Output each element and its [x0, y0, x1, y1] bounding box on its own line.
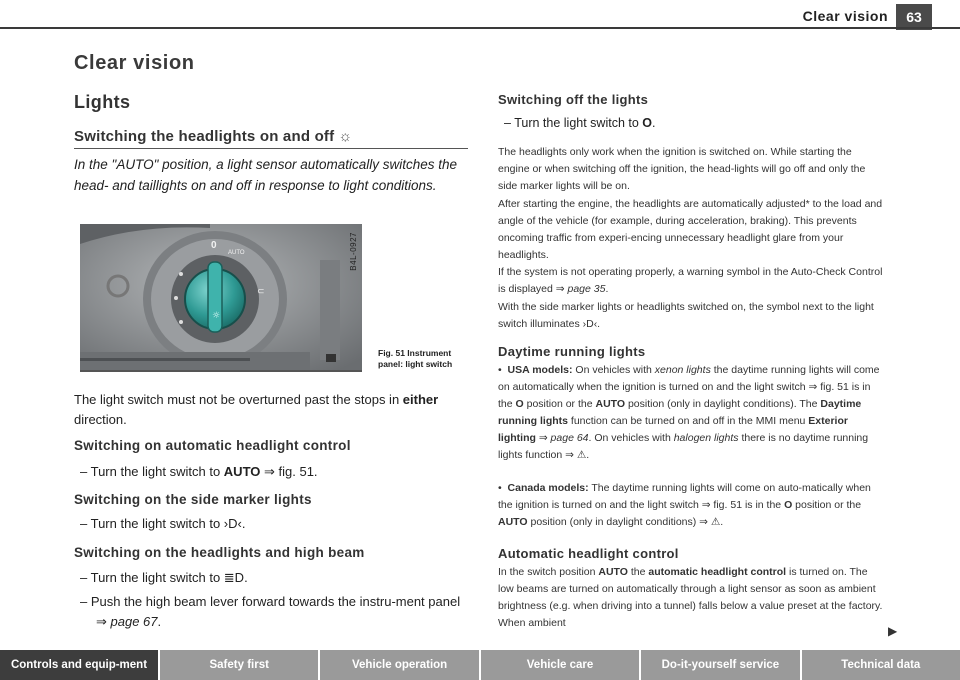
tab-vehicle-care[interactable]: Vehicle care	[481, 650, 639, 680]
knob-label-auto: AUTO	[228, 250, 245, 256]
figure-code: B4L-0927	[349, 232, 358, 271]
adjustment-paragraph: After starting the engine, the headlights are automatically adjusted* to the load and angle of the vehicle (for example, during acceleration, braking). This prevents oncoming traffic from experi-encing unnecessary headlight glare from your headlights.	[498, 198, 883, 261]
continue-arrow-icon: ▶	[888, 624, 898, 638]
tab-safety-first[interactable]: Safety first	[160, 650, 318, 680]
chapter-tab-bar	[0, 650, 960, 680]
intro-paragraph: In the "AUTO" position, a light sensor automatically switches the head- and taillights on and off in response to light conditions.	[74, 157, 458, 193]
knob-label-zero: 0	[211, 240, 217, 251]
ignition-paragraph: The headlights only work when the ignition is switched on. While starting the engine or when switching off the ignition, the head-lights will go off and only the side marker lights will be on.	[498, 146, 866, 192]
automatic-headlight-heading: Automatic headlight control	[498, 546, 679, 561]
side-marker-heading: Switching on the side marker lights	[74, 492, 312, 507]
subsection-rule	[74, 148, 468, 149]
high-beam-step-1: – Turn the light switch to ≣D.	[80, 570, 248, 585]
high-beam-step-2: – Push the high beam lever forward towards the instru-ment panel ⇒ page 67.	[80, 594, 461, 629]
lights-off-step: – Turn the light switch to O.	[504, 116, 656, 130]
page-number: 63	[896, 4, 932, 30]
canada-models-paragraph: • Canada models: The daytime running lights will come on auto-matically when the ignition is turned on and the light switch ⇒ fig. 51 is in the O position or the AUTO position (only in daylight conditions) ⇒ ⚠.	[498, 482, 871, 528]
header-rule	[0, 27, 960, 29]
subsection-title	[74, 128, 352, 145]
svg-text:⊂: ⊂	[257, 287, 265, 297]
figure-caption: Fig. 51 Instrument panel: light switch	[378, 348, 453, 369]
auto-heading: Switching on automatic headlight control	[74, 438, 351, 453]
overturn-warning: The light switch must not be overturned past the stops in either direction.	[74, 392, 439, 427]
tab-technical-data[interactable]: Technical data	[802, 650, 960, 680]
warning-symbol-paragraph: If the system is not operating properly, a warning symbol in the Auto-Check Control is displayed ⇒ page 35.	[498, 266, 883, 295]
subsection-title-text: Switching the headlights on and off	[74, 128, 335, 145]
daytime-running-heading: Daytime running lights	[498, 344, 646, 359]
light-switch-illustration	[80, 224, 362, 372]
tab-controls-and-equipment[interactable]: Controls and equip-ment	[0, 650, 158, 680]
section-title: Lights	[74, 92, 131, 112]
headlight-sun-icon: ☼	[338, 128, 353, 145]
chapter-title: Clear vision	[74, 52, 195, 74]
light-switch-figure	[80, 224, 362, 372]
usa-models-paragraph: • USA models: On vehicles with xenon lights the daytime running lights will come on automatically when the ignition is turned on and the light switch ⇒ fig. 51 is in the O position or the AUTO position (only in daylight conditions). The Daytime running lights function can be turned on and off in the MMI menu Exterior lighting ⇒ page 64. On vehicles with halogen lights there is no daytime running lights function ⇒ ⚠.	[498, 364, 880, 461]
running-head: Clear vision	[802, 8, 888, 24]
switch-illumination-paragraph: With the side marker lights or headlights switched on, the symbol next to the light switch illuminates ›D‹.	[498, 301, 874, 330]
high-beam-heading: Switching on the headlights and high beam	[74, 545, 365, 560]
side-marker-step: – Turn the light switch to ›D‹.	[80, 516, 246, 531]
tab-vehicle-operation[interactable]: Vehicle operation	[320, 650, 478, 680]
automatic-headlight-paragraph: In the switch position AUTO the automatic headlight control is turned on. The low beams are turned on automatically through a light sensor as soon as ambient brightness (e.g. when driving into a tunnel) falls below a value preset at the factory. When ambient	[498, 566, 883, 629]
tab-do-it-yourself-service[interactable]: Do-it-yourself service	[641, 650, 799, 680]
svg-text:☼: ☼	[212, 311, 221, 321]
auto-step: – Turn the light switch to AUTO ⇒ fig. 51.	[80, 464, 318, 479]
lights-off-heading: Switching off the lights	[498, 92, 649, 107]
